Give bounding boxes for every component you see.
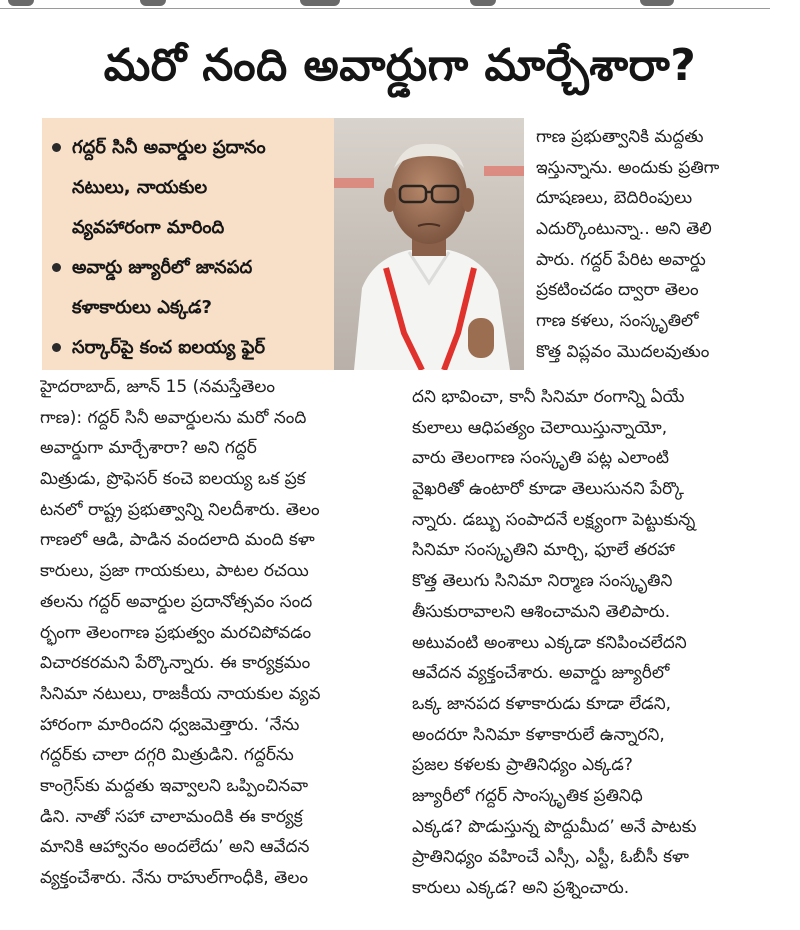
highlight-line: వ్యవహారంగా మారింది [72,217,225,238]
clipped-text-fragment [8,0,34,6]
headline: మరో నంది అవార్డుగా మార్చేశారా? [103,40,697,91]
article-line: సినిమా సంస్కృతిని మార్చి, ఫూలే తరహా [412,540,675,561]
article-line: ఎదుర్కొంటున్నా.. అని తెలి [536,219,712,240]
article-line: ర్భంగా తెలంగాణ ప్రభుత్వం మరచిపోవడం [40,622,312,643]
portrait-illustration [334,118,524,370]
highlight-line: నటులు, నాయకుల [72,177,208,198]
bullet-icon [52,263,61,272]
bullet-icon [52,143,61,152]
article-line: కారులు ఎక్కడ? అని ప్రశ్నించారు. [412,878,630,898]
article-line: గాణలో ఆడి, పాడిన వందలాది మంది కళా [40,530,315,551]
highlight-line: సర్కార్‌పై కంచ ఐలయ్య ఫైర్ [72,337,266,358]
highlight-line: గద్దర్ సినీ అవార్డుల ప్రదానం [72,137,266,158]
article-line: హారంగా మారిందని ధ్వజమెత్తారు. ‘నేను [40,714,300,735]
article-line: టనలో రాష్ట్ర ప్రభుత్వాన్ని నిలదీశారు. తెలం [40,499,320,520]
highlight-item [42,248,334,328]
article-line: గాణ కళలు, సంస్కృతిలో [536,311,699,332]
article-line: వైఖరితో ఉంటారో కూడా తెలుసునని పేర్కొ [412,479,684,500]
article-line: మిత్రుడు, ప్రొఫెసర్ కంచె ఐలయ్య ఒక ప్రక [40,469,306,490]
article-line: సినిమా నటులు, రాజకీయ నాయకుల వ్యవ [40,683,321,704]
article-line: మానికి ఆహ్వానం అందలేదు’ అని ఆవేదన [40,837,310,858]
article-line: అందరూ సినిమా కళాకారులే ఉన్నారని, [412,724,665,745]
portrait-photo [334,118,524,370]
article-line: కులాలు ఆధిపత్యం చెలాయిస్తున్నాయో, [412,417,668,438]
clipped-text-fragment [140,0,166,6]
article-line: ప్రకటించడం ద్వారా తెలం [536,280,699,301]
article-line: ప్రజల కళలకు ప్రాతినిధ్యం ఎక్కడ? [412,755,633,776]
article-line: పారు. గద్దర్ పేరిట అవార్డు [536,249,706,270]
article-line: న్నారు. డబ్బు సంపాదనే లక్ష్యంగా పెట్టుకున్న [412,509,696,530]
article-line: తీసుకురావాలని ఆశించామని తెలిపారు. [412,601,671,622]
article-line: దని భావించా, కానీ సినిమా రంగాన్ని ఏయే [412,387,685,407]
article-line: కొత్త తెలుగు సినిమా నిర్మాణ సంస్కృతిని [412,571,673,592]
article-line: కొత్త విప్లవం మొదలవుతుం [536,341,710,362]
article-line: వ్యక్తంచేశారు. నేను రాహుల్‌గాంధీకి, తెలం [40,868,309,888]
article-line: డిని. నాతో సహా చాలామందికి ఈ కార్యక్ర [40,806,303,827]
article-line: ఒక్క జానపద కళాకారుడు కూడా లేడని, [412,693,672,714]
clipped-text-fragment [300,0,340,6]
top-rule [0,0,800,10]
highlight-item [42,328,334,368]
divider [0,8,770,9]
article-line: వారు తెలంగాణ సంస్కృతి పట్ల ఎలాంటి [412,448,669,469]
article-line: అటువంటి అంశాలు ఎక్కడా కనిపించలేదని [412,632,687,653]
article-line: ఆవేదన వ్యక్తంచేశారు. అవార్డు జ్యూరీలో [412,663,670,684]
article-column-left [40,372,400,894]
article-line: ఇస్తున్నాను. అందుకు ప్రతిగా [536,157,720,178]
article-line: అవార్డుగా మార్చేశారా? అని గద్దర్ [40,438,257,459]
article-line: కాంగ్రెస్‌కు మద్దతు ఇవ్వాలని ఒప్పించినవా [40,775,309,796]
article-line: దూషణలు, బెదిరింపులు [536,188,693,209]
article-column-upper-right [536,122,778,368]
article-line: ప్రాతినిధ్యం వహించే ఎస్సీ, ఎస్టీ, ఓబీసీ కళా [412,847,689,868]
highlight-item [42,128,334,248]
highlight-line: అవార్డు జ్యూరీలో జానపద [72,257,253,278]
article-line: ఎక్కడ? పొడుస్తున్న పొద్దుమీద’ అనే పాటకు [412,816,697,837]
article-line: గద్దర్‌కు చాలా దగ్గరి మిత్రుడిని. గద్దర్‌ను [40,745,294,766]
highlight-line: కళాకారులు ఎక్కడ? [72,297,212,318]
article-line: గాణ ప్రభుత్వానికి మద్దతు [536,127,704,147]
article-column-right [412,382,782,904]
highlights-box [42,118,334,370]
article-line: తలను గద్దర్ అవార్డుల ప్రదానోత్సవం సంద [40,591,313,612]
article-line: హైదరాబాద్, జూన్ 15 (నమస్తేతెలం [40,377,276,397]
highlights-list [42,118,334,368]
clipped-text-fragment [470,0,496,6]
clipped-text-fragment [640,0,674,6]
article-line: గాణ): గద్దర్ సినీ అవార్డులను మరో నంది [40,407,307,428]
article-line: జ్యూరీలో గద్దర్ సాంస్కృతిక ప్రతినిధి [412,785,643,806]
article-line: కారులు, ప్రజా గాయకులు, పాటల రచయి [40,561,309,582]
bullet-icon [52,343,61,352]
article-line: విచారకరమని పేర్కొన్నారు. ఈ కార్యక్రమం [40,653,311,674]
